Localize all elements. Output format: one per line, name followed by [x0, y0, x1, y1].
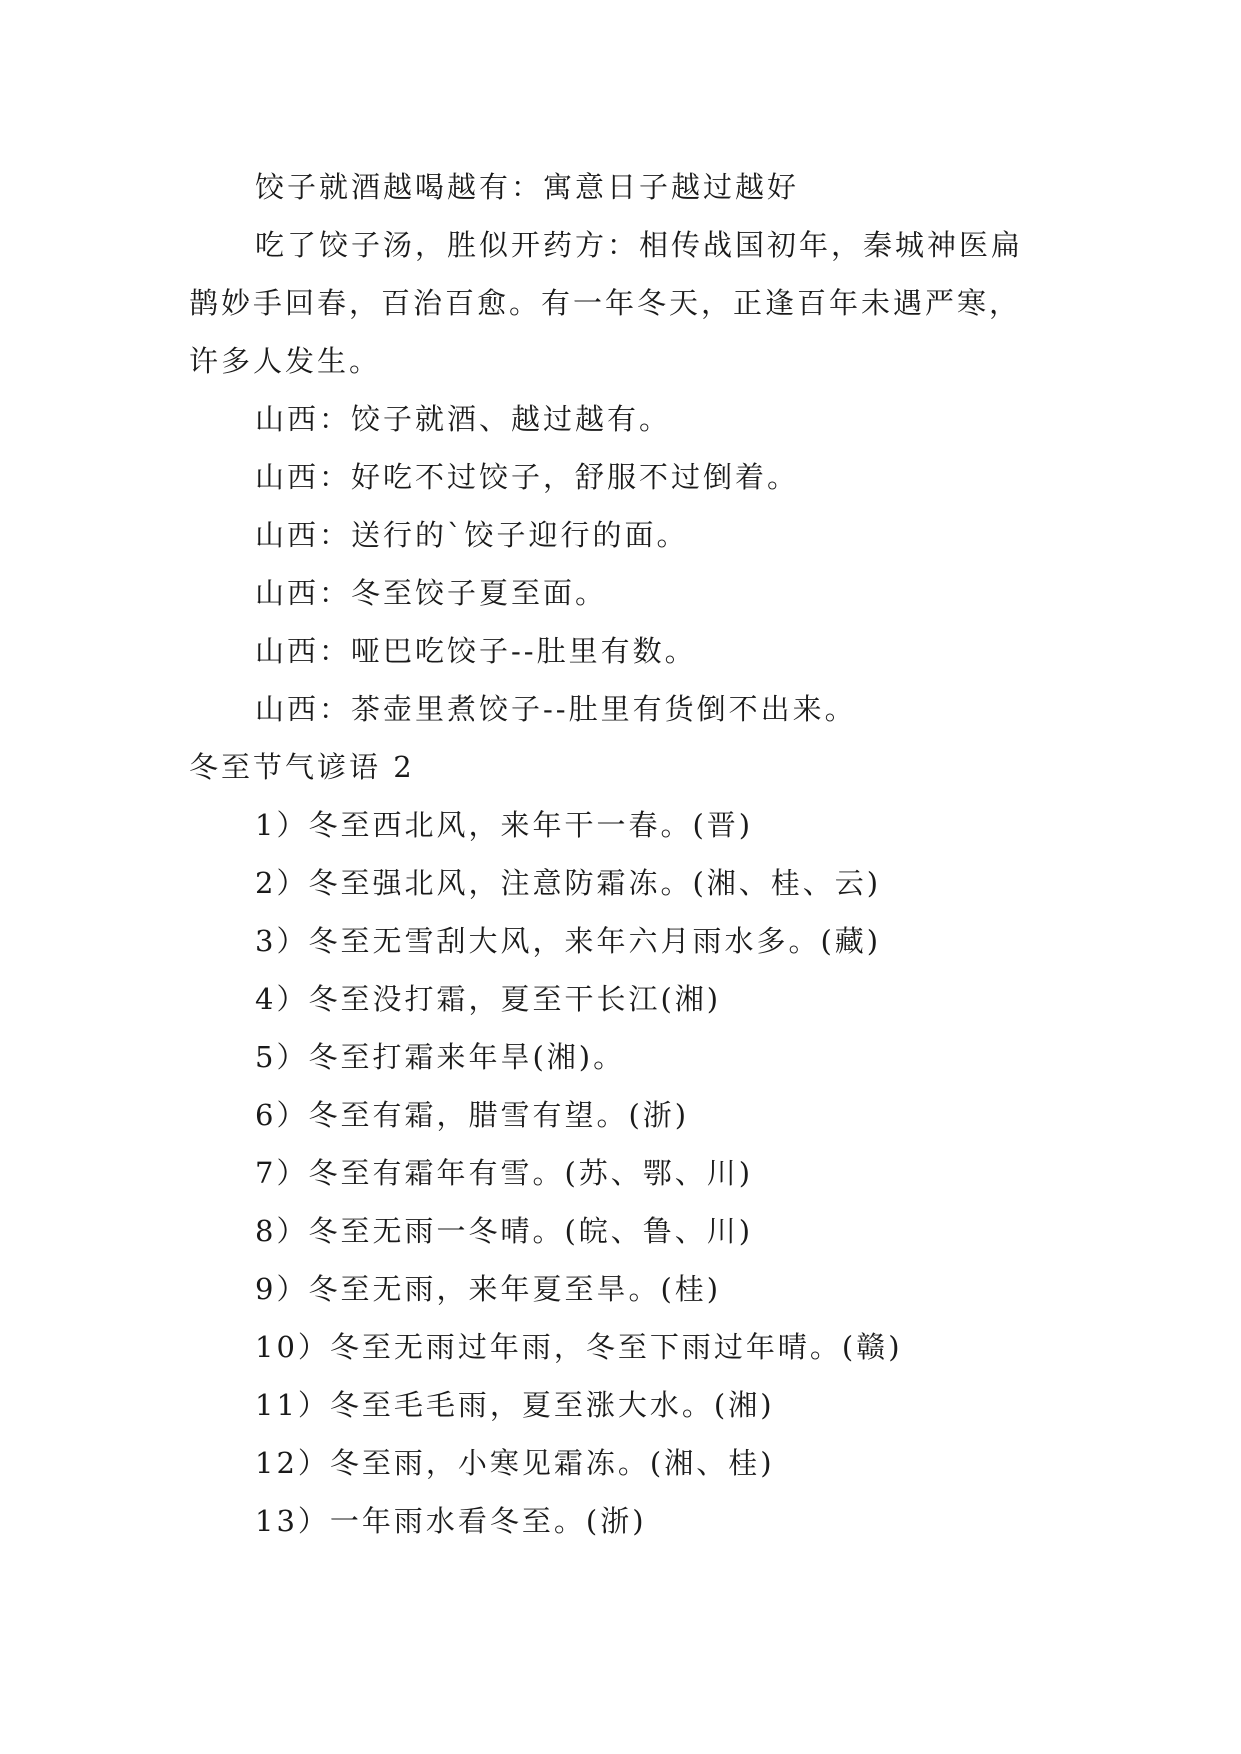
proverb-line: 山西：茶壶里煮饺子--肚里有货倒不出来。 — [255, 692, 857, 726]
list-item: 1）冬至西北风，来年干一春。(晋) — [255, 808, 754, 842]
section-heading: 冬至节气谚语 2 — [189, 750, 415, 784]
list-item: 2）冬至强北风，注意防霜冻。(湘、桂、云) — [255, 866, 882, 900]
paragraph-line: 吃了饺子汤，胜似开药方：相传战国初年，秦城神医扁 — [255, 228, 1024, 262]
list-item: 8）冬至无雨一冬晴。(皖、鲁、川) — [255, 1214, 754, 1248]
list-item: 7）冬至有霜年有雪。(苏、鄂、川) — [255, 1156, 754, 1190]
list-item: 13）一年雨水看冬至。(浙) — [255, 1504, 647, 1538]
proverb-line: 山西：送行的`饺子迎行的面。 — [255, 518, 689, 552]
proverb-line: 山西：饺子就酒、越过越有。 — [255, 402, 672, 436]
list-item: 3）冬至无雪刮大风，来年六月雨水多。(藏) — [255, 924, 882, 958]
list-item: 11）冬至毛毛雨，夏至涨大水。(湘) — [255, 1388, 775, 1422]
proverb-line: 山西：哑巴吃饺子--肚里有数。 — [255, 634, 697, 668]
document-body — [189, 158, 1069, 1550]
paragraph-line: 鹊妙手回春，百治百愈。有一年冬天，正逢百年未遇严寒， — [189, 286, 1022, 320]
list-item: 4）冬至没打霜，夏至干长江(湘) — [255, 982, 722, 1016]
list-item: 6）冬至有霜，腊雪有望。(浙) — [255, 1098, 690, 1132]
proverb-line: 山西：好吃不过饺子，舒服不过倒着。 — [255, 460, 800, 494]
proverb-line: 山西：冬至饺子夏至面。 — [255, 576, 608, 610]
paragraph-line: 许多人发生。 — [189, 344, 382, 378]
list-item: 12）冬至雨，小寒见霜冻。(湘、桂) — [255, 1446, 775, 1480]
list-item: 10）冬至无雨过年雨，冬至下雨过年晴。(赣) — [255, 1330, 903, 1364]
list-item: 5）冬至打霜来年旱(湘)。 — [255, 1040, 626, 1074]
paragraph-line: 饺子就酒越喝越有：寓意日子越过越好 — [255, 170, 800, 204]
list-item: 9）冬至无雨，来年夏至旱。(桂) — [255, 1272, 722, 1306]
